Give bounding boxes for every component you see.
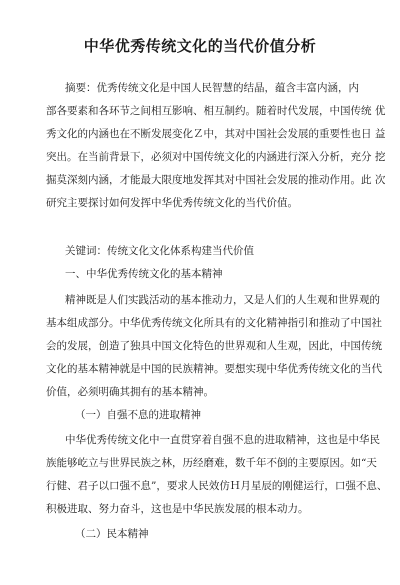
paragraph-line: 精神既是人们实践活动的基本推动力，又是人们的人生观和世界观的 bbox=[65, 294, 380, 306]
paragraph-line: 积极进取、努力奋斗，这也是中华民族发展的根本动力。 bbox=[46, 503, 309, 515]
abstract-line: 突出。在当前背景下，必须对中国传统文化的内涵进行深入分析，充分 挖 bbox=[46, 151, 386, 163]
subsection-heading: （二）民本精神 bbox=[75, 528, 149, 540]
paragraph-line: 中华优秀传统文化中一直贯穿着自强不息的进取精神，这也是中华民 bbox=[65, 434, 380, 446]
abstract-line: 研究主要探讨如何发挥中华优秀传统文化的当代价值。 bbox=[46, 197, 298, 209]
abstract-line: 部各要素和各环节之间相互影响、相互制约。随着时代发展，中国传统 优 bbox=[46, 105, 386, 117]
subsection-heading: （一）自强不息的进取精神 bbox=[75, 409, 201, 421]
abstract-line: 掘莫深刻内涵，才能最大限度地发挥其对中国社会发展的推动作用。此 次 bbox=[46, 174, 386, 186]
page-title: 中华优秀传统文化的当代价值分析 bbox=[83, 37, 317, 55]
paragraph-line: 基本组成部分。中华优秀传统文化所具有的文化精神指引和推动了中国社 bbox=[46, 317, 382, 329]
abstract-line: 摘要：优秀传统文化是中国人民智慧的结晶，蕴含丰富内涵，内 bbox=[65, 82, 359, 94]
paragraph-line: 行健、君子以口强不息”，要求人民效仿Ｈ月星辰的刚健运行，口强不息、 bbox=[46, 480, 388, 492]
abstract-line: 秀文化的内涵也在不断发展变化Ｚ中，其对中国社会发展的重要性也日 益 bbox=[46, 128, 386, 140]
paragraph-line: 价值，必须明确其拥有的基本精神。 bbox=[46, 386, 214, 398]
paragraph-line: 文化的基本精神就是中国的民族精神。要想实现中华优秀传统文化的当代 bbox=[46, 363, 382, 375]
paragraph-line: 会的发展，创造了独具中国文化特色的世界观和人生观，因此，中国传统 bbox=[46, 340, 382, 352]
keywords: 关键词：传统文化文化体系构建当代价值 bbox=[65, 245, 254, 257]
paragraph-line: 族能够屹立与世界民族之林，历经磨难，数千年不倒的主要原因。如“天 bbox=[46, 457, 377, 469]
section-heading: 一、中华优秀传统文化的基本精神 bbox=[65, 268, 223, 280]
